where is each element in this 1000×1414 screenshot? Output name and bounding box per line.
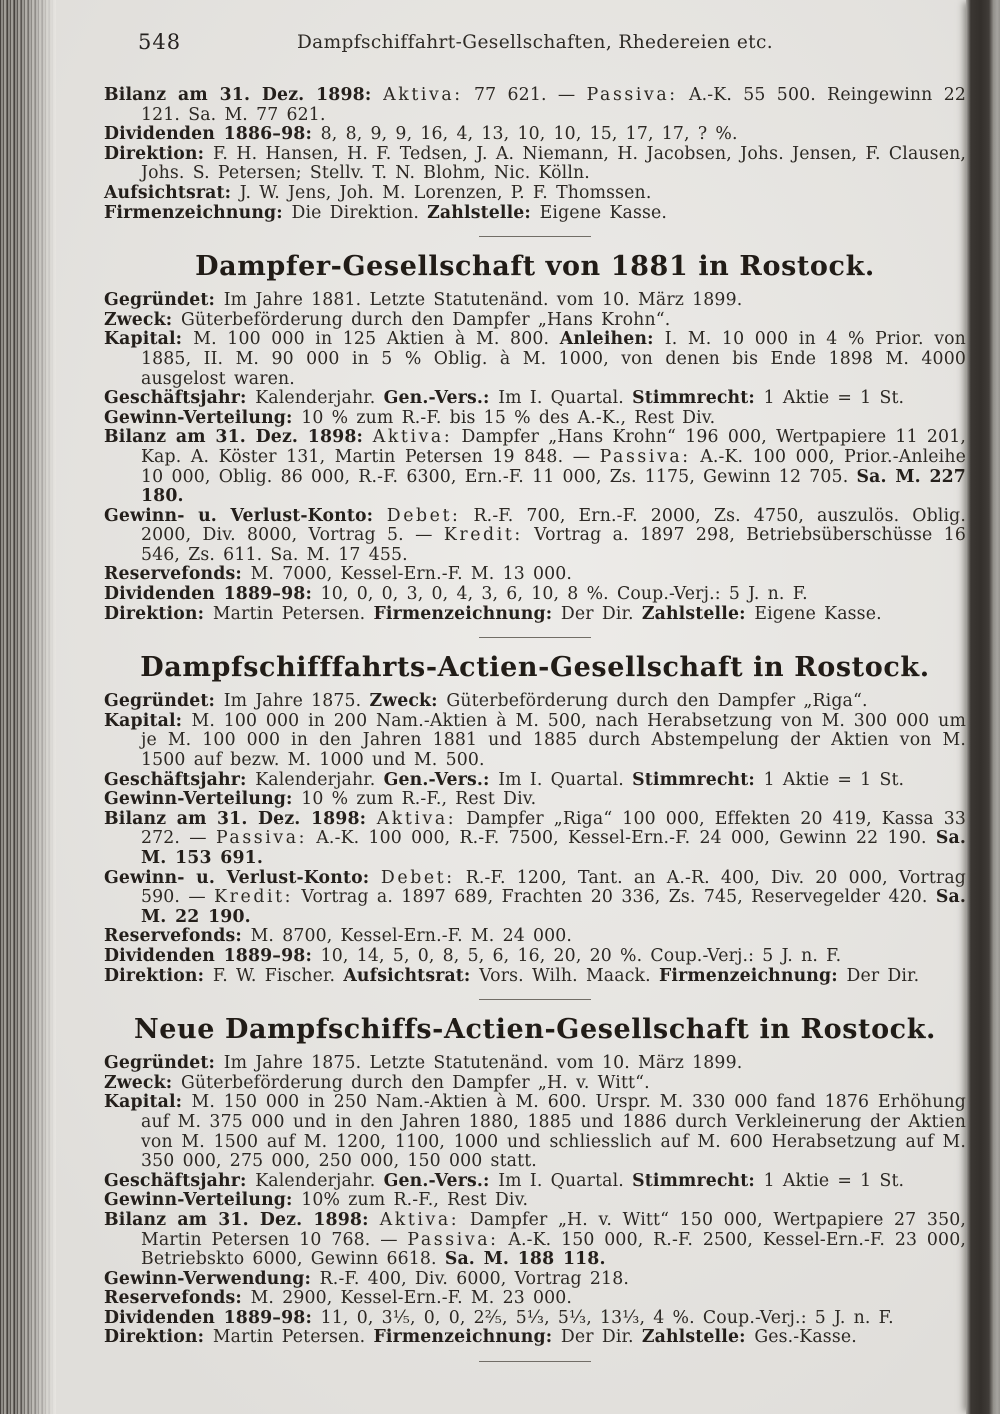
- entry-text: Eigene Kasse.: [539, 202, 668, 223]
- entry-gewinn-verteilung: [104, 1191, 966, 1211]
- entry-label: Bilanz am 31. Dez. 1898:: [104, 85, 384, 105]
- entry-text: Der Dir.: [560, 1327, 642, 1348]
- entry-text: A.-K. 100 000, R.-F. 7500, Kessel-Ern.-F. 24 000, Gewinn 22 190.: [307, 828, 936, 849]
- entry-label: Firmenzeichnung:: [373, 603, 561, 624]
- entry-direktion: [104, 967, 966, 987]
- entry-text: M. 100 000 in 200 Nam.-Aktien à M. 500, nach Herabsetzung von M. 300 000 um je M. 100 000 in den Jahren 1881 und 1885 durch Abstempelung der Aktien von M. 1500 auf bezw. M. 1000 und M. 500.: [141, 710, 966, 771]
- emphasized-term: Passiva:: [407, 1229, 499, 1250]
- entry-text: Kalenderjahr.: [255, 769, 384, 790]
- entry-label: Bilanz am 31. Dez. 1898:: [104, 427, 373, 448]
- entry-direktion: [104, 145, 966, 184]
- entry-block-dampfer-gesellschaft-1881: [104, 250, 966, 624]
- entry-text: Im Jahre 1875.: [223, 691, 370, 712]
- entry-label: Sa. M. 188 118.: [444, 1249, 606, 1270]
- section-divider: [479, 999, 591, 1000]
- entry-label: Reservefonds:: [104, 564, 251, 585]
- entry-label: Reservefonds:: [104, 1288, 251, 1309]
- entry-text: Güterbeförderung durch den Dampfer „H. v. Witt“.: [180, 1072, 650, 1093]
- entry-text: 1 Aktie = 1 St.: [763, 388, 905, 409]
- entry-label: Gewinn-Verwendung:: [104, 1268, 320, 1289]
- entry-label: Dividenden 1886–98:: [104, 124, 321, 145]
- entry-label: Kapital:: [104, 710, 192, 731]
- entry-label: Aufsichtsrat:: [104, 182, 240, 203]
- entry-label: Anleihen:: [559, 329, 665, 350]
- entry-label: Gen.-Vers.:: [383, 1170, 499, 1191]
- entry-text: R.-F. 400, Div. 6000, Vortrag 218.: [319, 1268, 629, 1289]
- entry-gegruendet: [104, 692, 966, 712]
- entry-text: Vortrag a. 1897 298, Betriebsüberschüsse 16 546, Zs. 611. Sa. M. 17 455.: [141, 525, 966, 565]
- entry-label: Bilanz am 31. Dez. 1898:: [104, 808, 377, 829]
- entry-text: Kalenderjahr.: [255, 1170, 384, 1191]
- entry-label: Direktion:: [104, 143, 213, 164]
- entry-text: 1 Aktie = 1 St.: [763, 769, 905, 790]
- entry-text: Kalenderjahr.: [255, 388, 384, 409]
- entry-text: 10, 0, 0, 3, 0, 4, 3, 6, 10, 8 %. Coup.-Verj.: 5 J. n. F.: [320, 584, 808, 605]
- entry-text: A.-K. 150 000, R.-F. 2500, Kessel-Ern.-F. 23 000, Betriebskto 6000, Gewinn 6618.: [141, 1229, 966, 1270]
- company-heading: Neue Dampfschiffs-Actien-Gesellschaft in Rostock.: [133, 1014, 937, 1046]
- entry-zweck: [104, 1074, 966, 1094]
- entry-label: Sa. M. 22 190.: [141, 887, 967, 927]
- entry-label: Zweck:: [104, 1072, 181, 1093]
- entry-reservefonds: [104, 1289, 966, 1309]
- entry-text: Martin Petersen.: [212, 603, 374, 624]
- entry-label: Geschäftsjahr:: [104, 769, 256, 790]
- entry-label: Gewinn-Verteilung:: [104, 407, 302, 428]
- entry-text: 8, 8, 9, 9, 16, 4, 13, 10, 10, 15, 17, 17, ? %.: [320, 124, 738, 145]
- page-body: [104, 86, 966, 1375]
- entry-text: Im Jahre 1875. Letzte Statutenänd. vom 10. März 1899.: [223, 1053, 743, 1074]
- entry-label: Dividenden 1889–98:: [104, 584, 321, 605]
- entry-label: Zweck:: [104, 309, 181, 330]
- entry-label: Gegründet:: [104, 691, 224, 712]
- entry-text: M. 2900, Kessel-Ern.-F. M. 23 000.: [250, 1288, 573, 1309]
- emphasized-term: Kredit:: [214, 887, 294, 908]
- entry-label: Firmenzeichnung:: [658, 965, 847, 986]
- entry-text: F. H. Hansen, H. F. Tedsen, J. A. Niemann, H. Jacobsen, Johs. Jensen, F. Clausen, Johs. S. Petersen; Stellv. T. N. Blohm, Nic. Kölln.: [141, 143, 966, 184]
- entry-label: Dividenden 1889–98:: [104, 945, 321, 966]
- entry-text: F. W. Fischer.: [212, 965, 344, 986]
- entry-geschaeftsjahr: [104, 1172, 966, 1192]
- entry-gewinn-verteilung: [104, 790, 966, 810]
- entry-text: Im I. Quartal.: [498, 769, 633, 790]
- entry-label: Gewinn-Verteilung:: [104, 1190, 302, 1211]
- entry-text: R.-F. 700, Ern.-F. 2000, Zs. 4750, auszulös. Oblig. 2000, Div. 8000, Vortrag 5. —: [141, 505, 966, 546]
- entry-dividenden: [104, 1309, 966, 1329]
- section-divider: [479, 637, 591, 638]
- entry-label: Zahlstelle:: [641, 1327, 755, 1348]
- entry-kapital: [104, 1093, 966, 1171]
- entry-label: Geschäftsjahr:: [104, 1170, 256, 1191]
- entry-label: Gewinn- u. Verlust-Konto:: [104, 867, 381, 888]
- entry-bilanz: [104, 1211, 966, 1270]
- entry-label: Direktion:: [104, 1327, 213, 1348]
- entry-block-continuation: [104, 86, 966, 223]
- entry-label: Stimmrecht:: [632, 388, 764, 409]
- entry-gewinn-verwendung: [104, 1270, 966, 1290]
- company-heading: Dampfschifffahrts-Actien-Gesellschaft in Rostock.: [140, 652, 930, 684]
- page-number: 548: [138, 30, 182, 54]
- entry-text: Die Direktion.: [291, 202, 428, 223]
- entry-bilanz: [104, 86, 966, 125]
- entry-text: R.-F. 1200, Tant. an A.-R. 400, Div. 20 000, Vortrag 590. —: [141, 867, 966, 908]
- entry-text: Im I. Quartal.: [498, 388, 633, 409]
- entry-kapital: [104, 330, 966, 389]
- entry-text: 11, 0, 3¹⁄₅, 0, 0, 2²⁄₅, 5¹⁄₃, 5¹⁄₃, 13¹⁄₃, 4 %. Coup.-Verj.: 5 J. n. F.: [320, 1307, 894, 1328]
- emphasized-term: Debet:: [386, 505, 461, 526]
- entry-text: A.-K. 55 500. Reingewinn 22 121. Sa. M. 77 621.: [141, 85, 967, 125]
- entry-label: Geschäftsjahr:: [104, 388, 256, 409]
- entry-reservefonds: [104, 565, 966, 585]
- entry-text: 10 % zum R.-F. bis 15 % des A.-K., Rest Div.: [301, 407, 716, 428]
- entry-bilanz: [104, 428, 966, 506]
- entry-label: Stimmrecht:: [632, 769, 764, 790]
- entry-dividenden: [104, 585, 966, 605]
- entry-label: Sa. M. 227 180.: [141, 466, 966, 507]
- entry-dividenden: [104, 125, 966, 145]
- entry-text: 10 % zum R.-F., Rest Div.: [301, 789, 537, 810]
- entry-text: Im Jahre 1881. Letzte Statutenänd. vom 10. März 1899.: [223, 290, 743, 311]
- entry-direktion: [104, 605, 966, 625]
- entry-text: M. 8700, Kessel-Ern.-F. M. 24 000.: [250, 926, 573, 947]
- emphasized-term: Aktiva:: [376, 808, 457, 829]
- entry-gegruendet: [104, 1054, 966, 1074]
- section-divider: [479, 1361, 591, 1362]
- entry-text: Martin Petersen.: [212, 1327, 374, 1348]
- entry-zweck: [104, 311, 966, 331]
- entry-text: 1 Aktie = 1 St.: [763, 1170, 905, 1191]
- entry-aufsichtsrat: [104, 184, 966, 204]
- entry-text: Im I. Quartal.: [498, 1170, 633, 1191]
- entry-label: Zahlstelle:: [427, 202, 540, 223]
- entry-text: Vortrag a. 1897 689, Frachten 20 336, Zs. 745, Reservegelder 420.: [293, 887, 936, 908]
- emphasized-term: Aktiva:: [372, 427, 453, 448]
- entry-label: Stimmrecht:: [632, 1170, 764, 1191]
- entry-label: Zahlstelle:: [641, 603, 755, 624]
- emphasized-term: Kredit:: [443, 525, 523, 546]
- entry-text: Güterbeförderung durch den Dampfer „Riga“.: [446, 691, 868, 712]
- entry-text: 10% zum R.-F., Rest Div.: [301, 1190, 529, 1211]
- entry-text: J. W. Jens, Joh. M. Lorenzen, P. F. Thomssen.: [239, 182, 652, 203]
- entry-text: M. 7000, Kessel-Ern.-F. M. 13 000.: [250, 564, 573, 585]
- gutter-shadow-band: [966, 0, 993, 1414]
- entry-label: Kapital:: [104, 1092, 192, 1113]
- entry-gewinn-verlust-konto: [104, 869, 966, 928]
- entry-text: Dampfer „H. v. Witt“ 150 000, Wertpapiere 27 350, Martin Petersen 10 768. —: [141, 1209, 966, 1250]
- entry-label: Kapital:: [104, 329, 194, 350]
- entry-text: Güterbeförderung durch den Dampfer „Hans Krohn“.: [180, 309, 671, 330]
- entry-label: Gegründet:: [104, 290, 224, 311]
- entry-text: I. M. 10 000 in 4 % Prior. von 1885, II. M. 90 000 in 5 % Oblig. à M. 1000, von denen bis Ende 1898 M. 4000 ausgelost waren.: [141, 329, 966, 389]
- entry-dividenden: [104, 947, 966, 967]
- entry-block-dampfschifffahrts-ag: [104, 651, 966, 986]
- entry-label: Gewinn-Verteilung:: [104, 789, 302, 810]
- entry-label: Zweck:: [369, 691, 447, 712]
- entry-label: Firmenzeichnung:: [104, 202, 292, 223]
- entry-geschaeftsjahr: [104, 771, 966, 791]
- emphasized-term: Passiva:: [215, 828, 308, 849]
- entry-label: Reservefonds:: [104, 926, 251, 947]
- entry-text: M. 150 000 in 250 Nam.-Aktien à M. 600. Urspr. M. 330 000 fand 1876 Erhöhung auf M. 375 000 und in den Jahren 1880, 1885 und 1886 durch Verkleinerung der Aktien von M. 1500 auf M. 1200, 1100, 1000 und schliesslich auf M. 600 Herabsetzung auf M. 350 000, 275 000, 250 000, 150 000 statt.: [141, 1092, 966, 1172]
- entry-gegruendet: [104, 291, 966, 311]
- book-binding-edge: [0, 0, 56, 1414]
- entry-bilanz: [104, 810, 966, 869]
- entry-text: Eigene Kasse.: [754, 603, 882, 624]
- entry-label: Sa. M. 153 691.: [141, 828, 967, 868]
- entry-label: Bilanz am 31. Dez. 1898:: [104, 1209, 380, 1230]
- entry-text: Dampfer „Riga“ 100 000, Effekten 20 419, Kassa 33 272. —: [141, 808, 967, 849]
- entry-label: Gen.-Vers.:: [383, 769, 499, 790]
- emphasized-term: Passiva:: [586, 85, 678, 105]
- entry-gewinn-verteilung: [104, 409, 966, 429]
- page-edge-strip: [993, 0, 1000, 1414]
- entry-text: Der Dir.: [560, 603, 642, 624]
- emphasized-term: Passiva:: [599, 446, 691, 467]
- entry-label: Firmenzeichnung:: [373, 1327, 561, 1348]
- entry-label: Gen.-Vers.:: [383, 388, 499, 409]
- entry-label: Direktion:: [104, 965, 213, 986]
- entry-firmenzeichnung: [104, 204, 966, 224]
- emphasized-term: Aktiva:: [383, 85, 463, 105]
- running-header: [104, 30, 966, 56]
- entry-text: M. 100 000 in 125 Aktien à M. 800.: [193, 329, 560, 350]
- entry-reservefonds: [104, 927, 966, 947]
- entry-text: Vors. Wilh. Maack.: [479, 965, 659, 986]
- entry-label: Dividenden 1889–98:: [104, 1307, 321, 1328]
- entry-text: Der Dir.: [846, 965, 920, 986]
- entry-gewinn-verlust-konto: [104, 507, 966, 566]
- entry-text: 77 621. —: [462, 85, 587, 105]
- entry-kapital: [104, 712, 966, 771]
- entry-label: Gewinn- u. Verlust-Konto:: [104, 505, 387, 526]
- entry-text: A.-K. 100 000, Prior.-Anleihe 10 000, Oblig. 86 000, R.-F. 6300, Ern.-F. 11 000, Zs. 1175, Gewinn 12 705.: [141, 446, 966, 487]
- section-divider: [479, 236, 591, 237]
- entry-text: Dampfer „Hans Krohn“ 196 000, Wertpapiere 11 201, Kap. A. Köster 131, Martin Petersen 19 848. —: [141, 427, 966, 467]
- emphasized-term: Aktiva:: [379, 1209, 460, 1230]
- running-header-title: Dampfschiffahrt-Gesellschaften, Rhedereien etc.: [296, 32, 774, 53]
- entry-block-neue-dampfschiffs-ag: [104, 1013, 966, 1348]
- entry-text: 10, 14, 5, 0, 8, 5, 6, 16, 20, 20 %. Coup.-Verj.: 5 J. n. F.: [320, 945, 842, 966]
- entry-geschaeftsjahr: [104, 389, 966, 409]
- entry-label: Direktion:: [104, 603, 213, 624]
- entry-direktion: [104, 1328, 966, 1348]
- emphasized-term: Debet:: [380, 867, 455, 888]
- company-heading: Dampfer-Gesellschaft von 1881 in Rostock.: [195, 251, 875, 283]
- entry-text: Ges.-Kasse.: [754, 1327, 857, 1348]
- entry-label: Aufsichtsrat:: [343, 965, 480, 986]
- entry-label: Gegründet:: [104, 1053, 224, 1074]
